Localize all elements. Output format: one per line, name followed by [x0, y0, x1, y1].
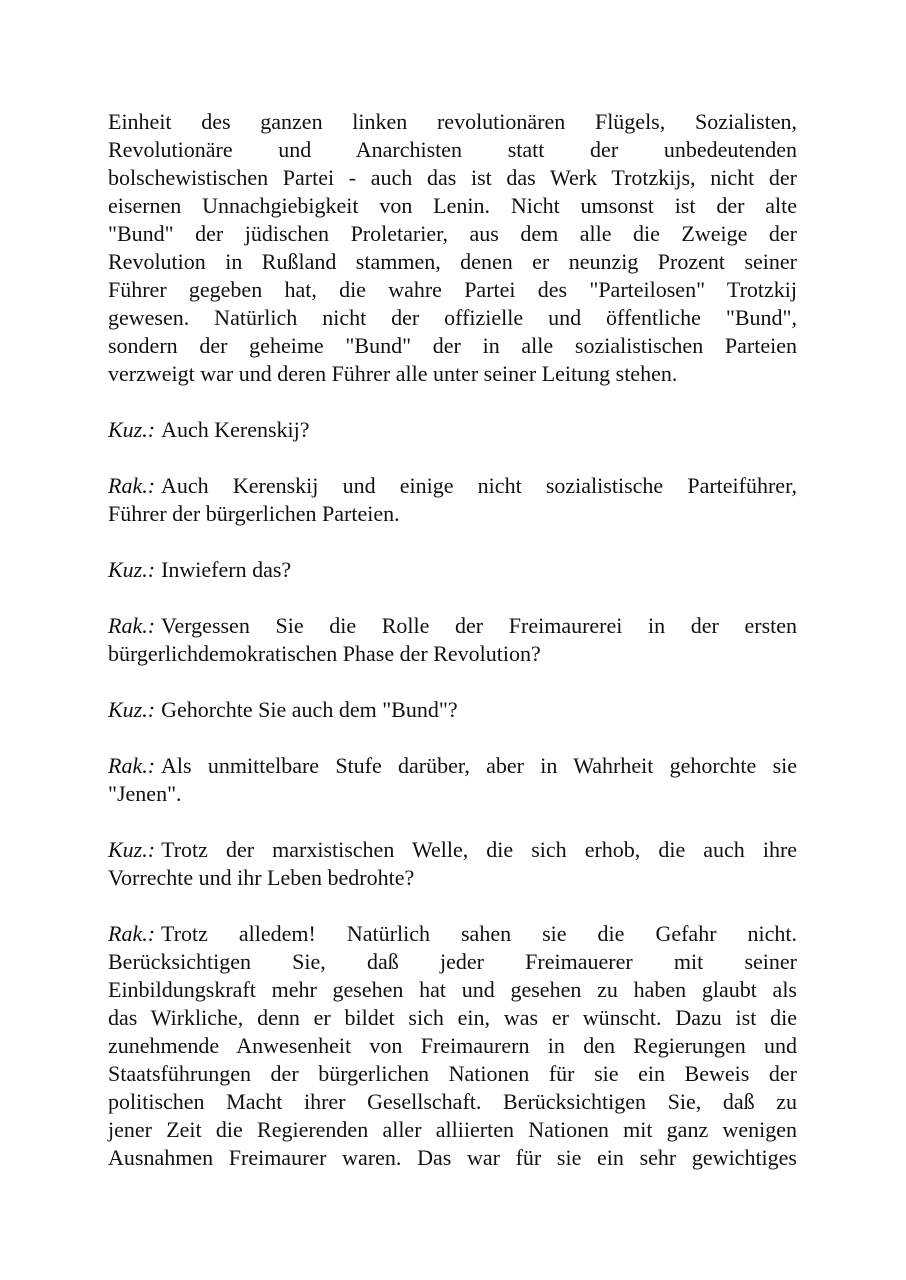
- text-line: [108, 556, 797, 584]
- line-text: zunehmende Anwesenheit von Freimaurern in den Regierungen und: [108, 1033, 797, 1058]
- text-line: [108, 976, 797, 1004]
- text-line: [108, 780, 797, 808]
- line-text: Führer gegeben hat, die wahre Partei des "Parteilosen" Trotzkij: [108, 277, 797, 302]
- dialogue-paragraph: [108, 836, 797, 892]
- text-line: [108, 108, 797, 136]
- line-text: Revolutionäre und Anarchisten statt der unbedeutenden: [108, 137, 797, 162]
- speaker-label: Kuz.:: [108, 837, 156, 862]
- line-text: Vergessen Sie die Rolle der Freimaurerei in der ersten: [161, 613, 798, 638]
- text-line: [108, 136, 797, 164]
- text-line: [108, 752, 797, 780]
- line-text: jener Zeit die Regierenden aller alliierten Nationen mit ganz wenigen: [108, 1117, 797, 1142]
- speaker-label: Kuz.:: [108, 557, 156, 582]
- speaker-label: Kuz.:: [108, 417, 156, 442]
- text-line: [108, 1032, 797, 1060]
- line-text: "Jenen".: [108, 781, 182, 806]
- dialogue-paragraph: [108, 416, 797, 444]
- dialogue-paragraph: [108, 752, 797, 808]
- line-text: Einheit des ganzen linken revolutionären Flügels, Sozialisten,: [108, 109, 797, 134]
- line-text: Ausnahmen Freimaurer waren. Das war für sie ein sehr gewichtiges: [108, 1145, 797, 1170]
- dialogue-paragraph: [108, 696, 797, 724]
- text-line: [108, 304, 797, 332]
- line-text: verzweigt war und deren Führer alle unter seiner Leitung stehen.: [108, 361, 678, 386]
- line-text: Berücksichtigen Sie, daß jeder Freimauerer mit seiner: [108, 949, 797, 974]
- dialogue-paragraph: [108, 472, 797, 528]
- line-text: "Bund" der jüdischen Proletarier, aus dem alle die Zweige der: [108, 221, 797, 246]
- text-line: [108, 1004, 797, 1032]
- text-line: [108, 248, 797, 276]
- text-line: [108, 276, 797, 304]
- dialogue-paragraph: [108, 920, 797, 1172]
- line-text: Gehorchte Sie auch dem "Bund"?: [161, 697, 458, 722]
- line-text: gewesen. Natürlich nicht der offizielle und öffentliche "Bund",: [108, 305, 797, 330]
- dialogue-paragraph: [108, 556, 797, 584]
- speaker-label: Kuz.:: [108, 697, 156, 722]
- text-line: [108, 640, 797, 668]
- line-text: Revolution in Rußland stammen, denen er neunzig Prozent seiner: [108, 249, 797, 274]
- line-text: bolschewistischen Partei - auch das ist das Werk Trotzkijs, nicht der: [108, 165, 797, 190]
- speaker-label: Rak.:: [108, 921, 156, 946]
- document-page: [108, 108, 797, 1200]
- line-text: Staatsführungen der bürgerlichen Nationen für sie ein Beweis der: [108, 1061, 797, 1086]
- line-text: Vorrechte und ihr Leben bedrohte?: [108, 865, 415, 890]
- text-line: [108, 192, 797, 220]
- text-line: [108, 948, 797, 976]
- line-text: eisernen Unnachgiebigkeit von Lenin. Nicht umsonst ist der alte: [108, 193, 797, 218]
- text-line: [108, 1144, 797, 1172]
- speaker-label: Rak.:: [108, 753, 156, 778]
- speaker-label: Rak.:: [108, 473, 156, 498]
- line-text: Einbildungskraft mehr gesehen hat und gesehen zu haben glaubt als: [108, 977, 797, 1002]
- text-line: [108, 220, 797, 248]
- text-line: [108, 612, 797, 640]
- line-text: Inwiefern das?: [161, 557, 292, 582]
- line-text: Als unmittelbare Stufe darüber, aber in Wahrheit gehorchte sie: [161, 753, 798, 778]
- line-text: Führer der bürgerlichen Parteien.: [108, 501, 400, 526]
- text-line: [108, 1116, 797, 1144]
- text-line: [108, 360, 797, 388]
- line-text: Auch Kerenskij?: [161, 417, 310, 442]
- text-line: [108, 164, 797, 192]
- dialogue-paragraph: [108, 612, 797, 668]
- text-line: [108, 416, 797, 444]
- text-line: [108, 1060, 797, 1088]
- text-line: [108, 696, 797, 724]
- line-text: Trotz alledem! Natürlich sahen sie die Gefahr nicht.: [161, 921, 798, 946]
- text-line: [108, 864, 797, 892]
- text-line: [108, 920, 797, 948]
- line-text: Trotz der marxistischen Welle, die sich erhob, die auch ihre: [161, 837, 798, 862]
- speaker-label: Rak.:: [108, 613, 156, 638]
- text-line: [108, 1088, 797, 1116]
- text-line: [108, 332, 797, 360]
- text-line: [108, 500, 797, 528]
- line-text: sondern der geheime "Bund" der in alle sozialistischen Parteien: [108, 333, 797, 358]
- line-text: bürgerlichdemokratischen Phase der Revolution?: [108, 641, 541, 666]
- text-line: [108, 472, 797, 500]
- line-text: das Wirkliche, denn er bildet sich ein, was er wünscht. Dazu ist die: [108, 1005, 797, 1030]
- text-paragraph: [108, 108, 797, 388]
- line-text: politischen Macht ihrer Gesellschaft. Berücksichtigen Sie, daß zu: [108, 1089, 797, 1114]
- line-text: Auch Kerenskij und einige nicht sozialistische Parteiführer,: [161, 473, 798, 498]
- text-line: [108, 836, 797, 864]
